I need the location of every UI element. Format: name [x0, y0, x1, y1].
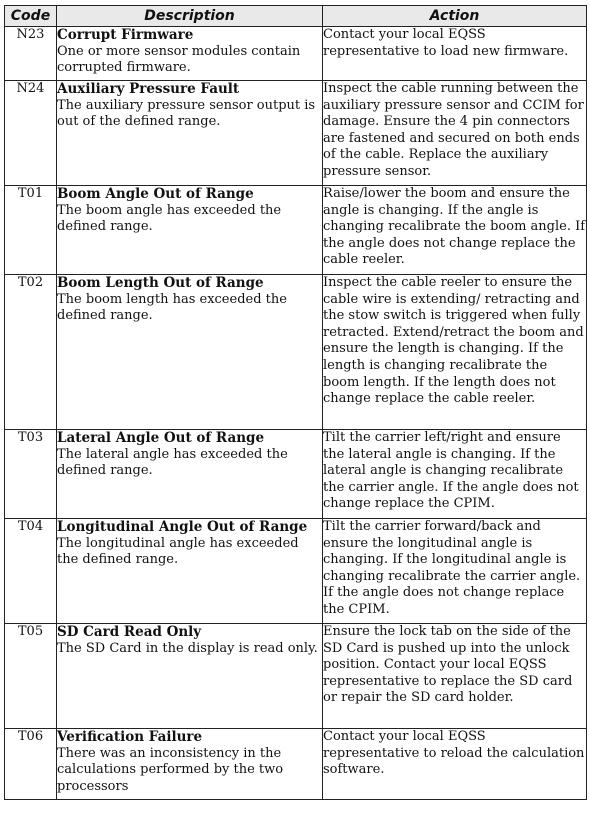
action-cell: Ensure the lock tab on the side of the SD Card is pushed up into the unlock position. Contact your local EQSS representative to replace the SD card or repair the SD card holder. [323, 624, 587, 729]
fault-description: The lateral angle has exceeded the defined range. [57, 446, 288, 479]
fault-code-cell: T05 [5, 624, 57, 729]
fault-title: Auxiliary Pressure Fault [57, 81, 240, 97]
action-cell: Contact your local EQSS representative to load new firmware. [323, 27, 587, 81]
description-cell [57, 186, 323, 275]
table-row [5, 729, 587, 800]
description-cell [57, 430, 323, 519]
fault-title: Verification Failure [57, 729, 203, 745]
fault-code-cell: N23 [5, 27, 57, 81]
fault-code-cell: N24 [5, 81, 57, 186]
fault-title: Boom Length Out of Range [57, 275, 264, 291]
fault-title: Boom Angle Out of Range [57, 186, 254, 202]
header-action: Action [323, 6, 587, 27]
description-cell [57, 275, 323, 430]
description-cell [57, 27, 323, 81]
table-row [5, 624, 587, 729]
description-cell [57, 81, 323, 186]
fault-code-cell: T01 [5, 186, 57, 275]
fault-description: The longitudinal angle has exceeded the defined range. [57, 535, 299, 568]
table-header-row [5, 6, 587, 27]
description-cell [57, 519, 323, 624]
fault-description: The boom length has exceeded the defined range. [57, 291, 287, 324]
fault-title: Lateral Angle Out of Range [57, 430, 265, 446]
fault-code-cell: T06 [5, 729, 57, 800]
fault-description: The SD Card in the display is read only. [57, 640, 318, 656]
action-cell: Tilt the carrier left/right and ensure the lateral angle is changing. If the lateral angle is changing recalibrate the carrier angle. If the angle does not change replace the CPIM. [323, 430, 587, 519]
table-row [5, 186, 587, 275]
fault-description: The boom angle has exceeded the defined range. [57, 202, 282, 235]
fault-description: There was an inconsistency in the calculations performed by the two processors [57, 745, 284, 794]
fault-title: Corrupt Firmware [57, 27, 194, 43]
fault-description: The auxiliary pressure sensor output is out of the defined range. [57, 97, 316, 130]
fault-code-table-container [4, 5, 587, 800]
fault-description: One or more sensor modules contain corrupted firmware. [57, 43, 301, 76]
header-description: Description [57, 6, 323, 27]
fault-code-cell: T04 [5, 519, 57, 624]
fault-title: Longitudinal Angle Out of Range [57, 519, 308, 535]
description-cell [57, 624, 323, 729]
table-row [5, 519, 587, 624]
action-cell: Tilt the carrier forward/back and ensure the longitudinal angle is changing. If the longitudinal angle is changing recalibrate the carrier angle. If the angle does not change replace the CPIM. [323, 519, 587, 624]
table-row [5, 430, 587, 519]
fault-title: SD Card Read Only [57, 624, 202, 640]
action-cell: Raise/lower the boom and ensure the angle is changing. If the angle is changing recalibrate the boom angle. If the angle does not change replace the cable reeler. [323, 186, 587, 275]
action-cell: Inspect the cable reeler to ensure the cable wire is extending/ retracting and the stow switch is triggered when fully retracted. Extend/retract the boom and ensure the length is changing. If the length is changing recalibrate the boom length. If the length does not change replace the cable reeler. [323, 275, 587, 430]
action-cell: Contact your local EQSS representative to reload the calculation software. [323, 729, 587, 800]
fault-code-cell: T02 [5, 275, 57, 430]
action-cell: Inspect the cable running between the auxiliary pressure sensor and CCIM for damage. Ensure the 4 pin connectors are fastened and secured on both ends of the cable. Replace the auxiliary pressure sensor. [323, 81, 587, 186]
table-row [5, 81, 587, 186]
fault-code-cell: T03 [5, 430, 57, 519]
fault-code-table [4, 5, 587, 800]
description-cell [57, 729, 323, 800]
table-row [5, 275, 587, 430]
header-code: Code [5, 6, 57, 27]
table-row [5, 27, 587, 81]
